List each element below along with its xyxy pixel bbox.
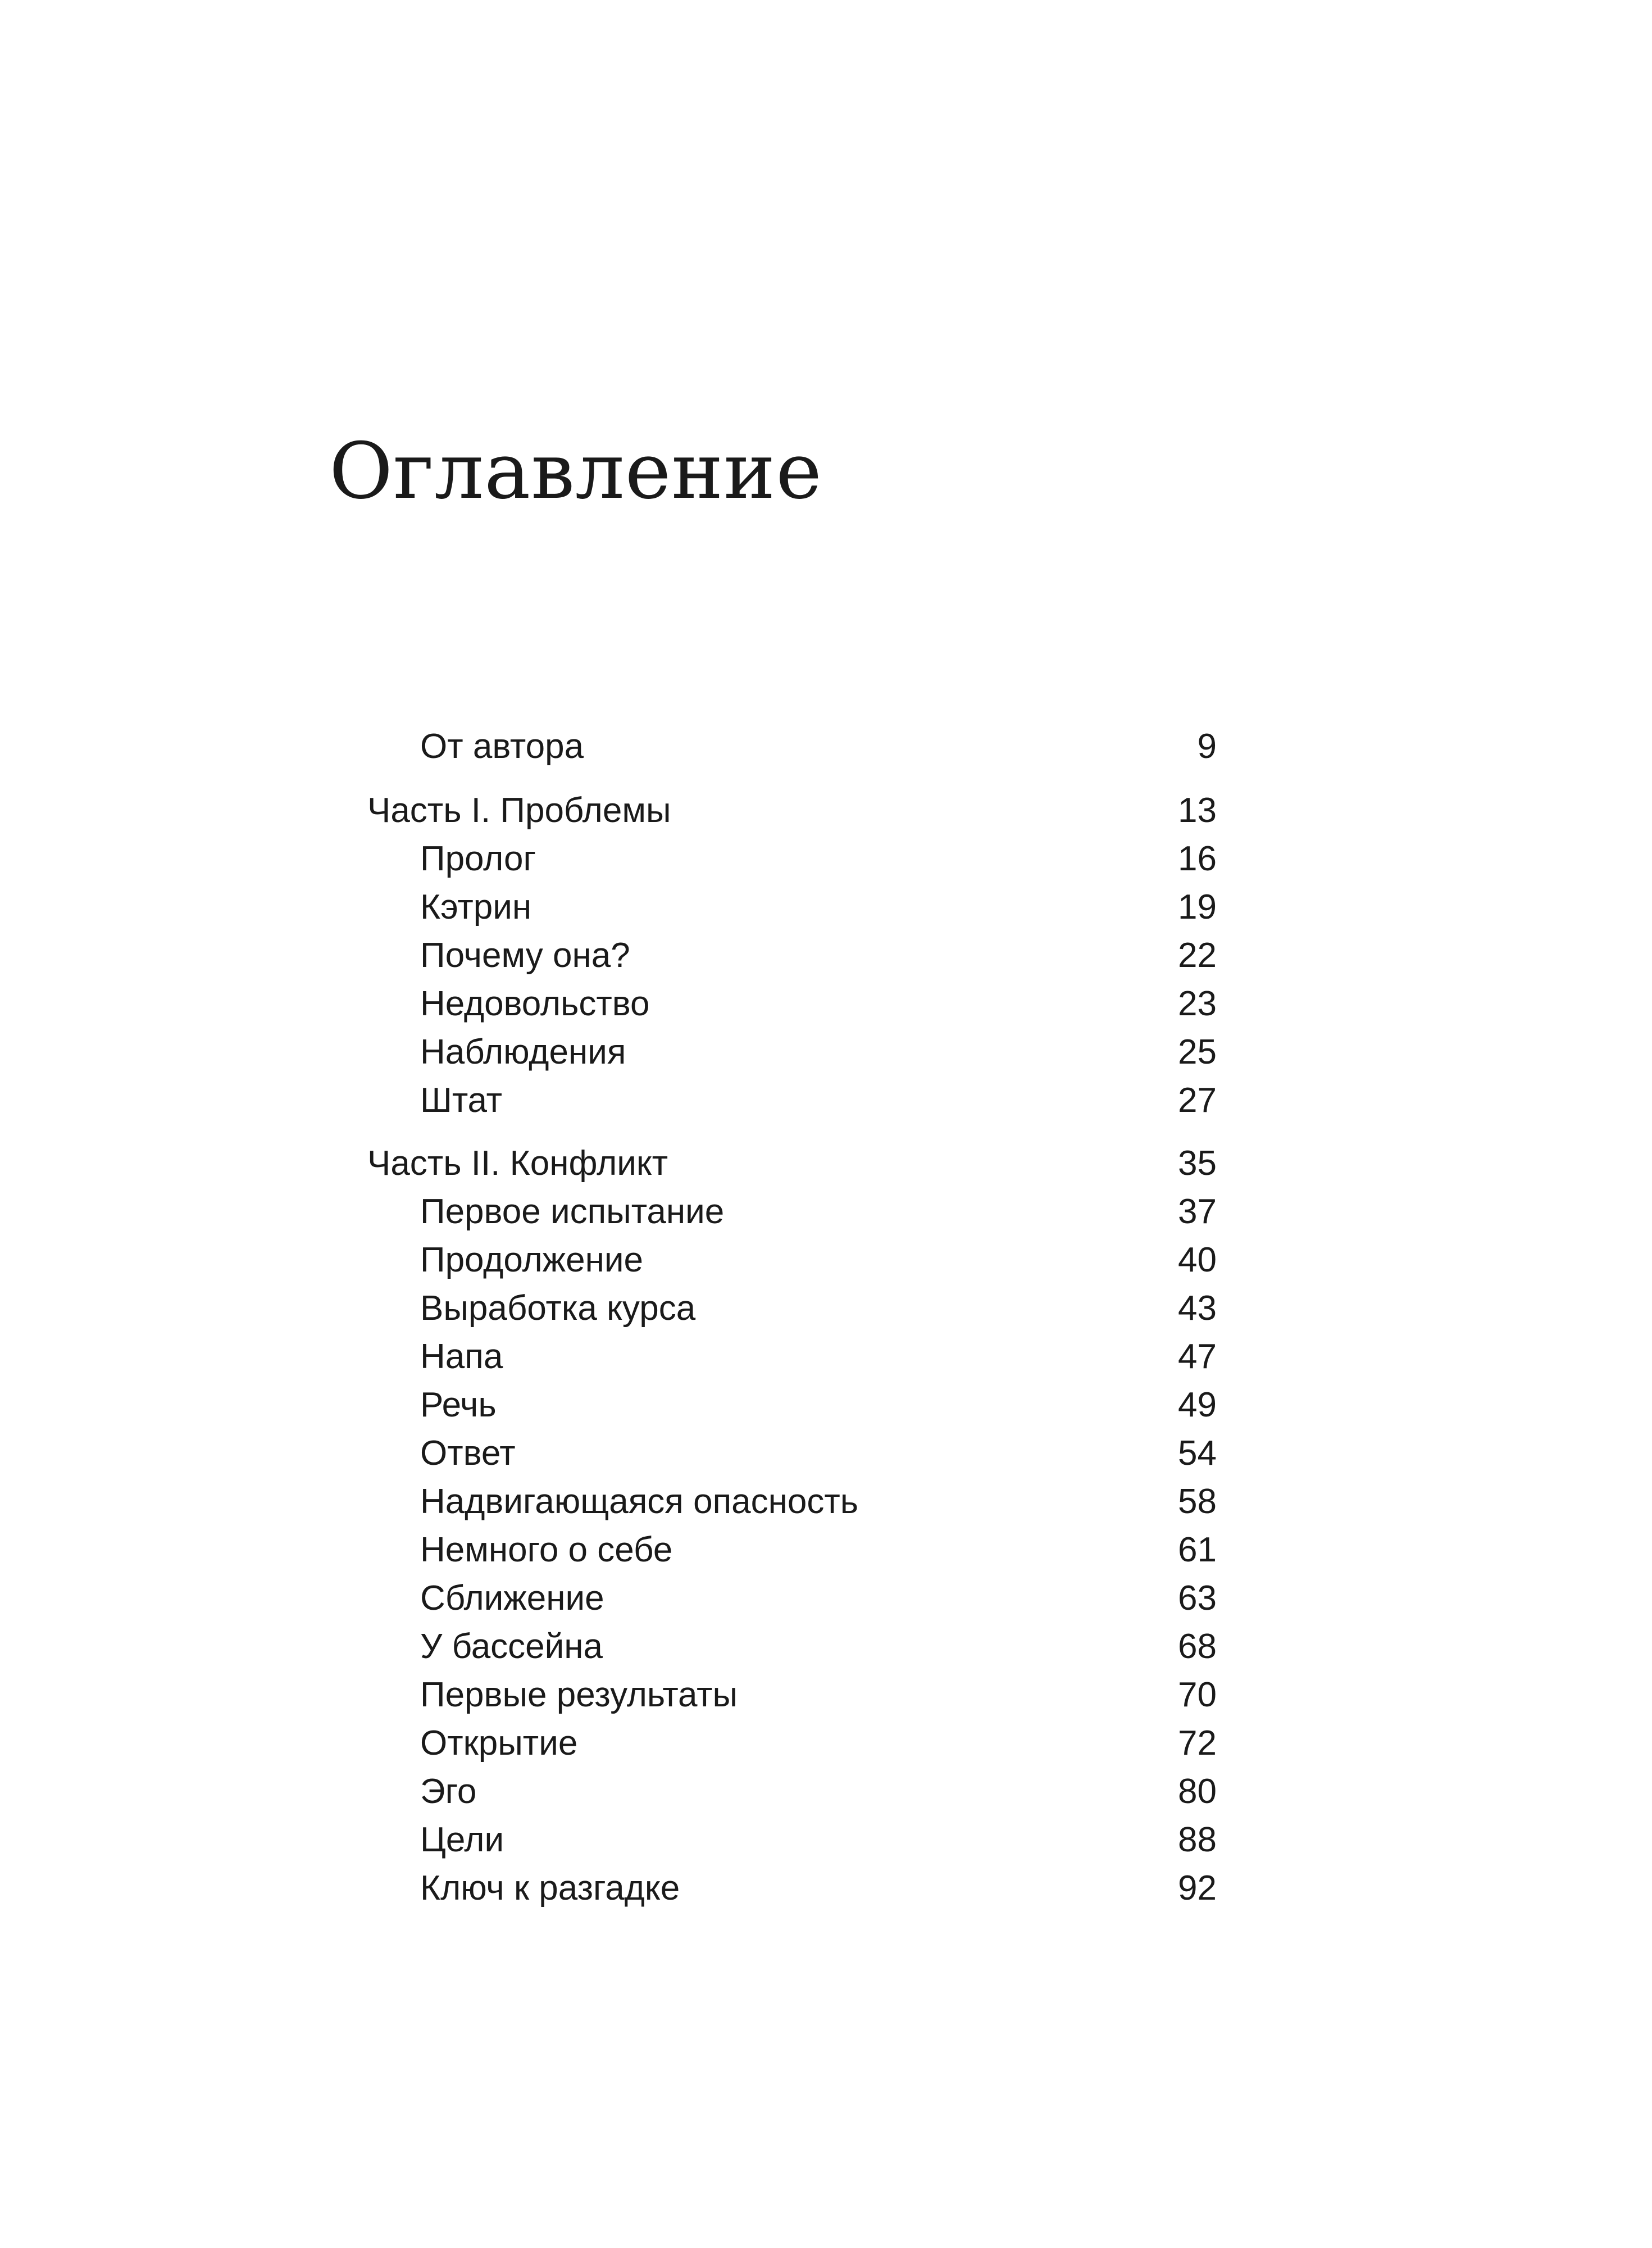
toc-entry-page: 22 <box>1178 936 1217 975</box>
toc-entry-page: 72 <box>1178 1724 1217 1763</box>
toc-entry[interactable] <box>367 1333 1217 1381</box>
toc-entry-page: 47 <box>1178 1337 1217 1376</box>
toc-entry[interactable] <box>367 723 1217 771</box>
toc-entry[interactable] <box>367 1284 1217 1333</box>
toc-entry-title: Наблюдения <box>420 1033 626 1071</box>
toc-entry-title: Немного о себе <box>420 1531 673 1569</box>
toc-entry-page: 88 <box>1178 1820 1217 1859</box>
toc-entry-page: 16 <box>1178 839 1217 878</box>
toc-entry[interactable] <box>367 1671 1217 1719</box>
toc-entry[interactable] <box>367 1864 1217 1913</box>
toc-entry[interactable] <box>367 1816 1217 1864</box>
toc-entry-title: Эго <box>420 1772 477 1811</box>
toc-entry-title: Ответ <box>420 1434 516 1473</box>
toc-part-heading[interactable] <box>367 787 1217 835</box>
toc-entry-title: Часть I. Проблемы <box>367 791 671 830</box>
toc-entry[interactable] <box>367 1381 1217 1429</box>
toc-entry-title: Штат <box>420 1081 503 1120</box>
toc-entry-title: Надвигающаяся опасность <box>420 1482 859 1521</box>
toc-entry-page: 61 <box>1178 1531 1217 1569</box>
toc-entry-title: Ключ к разгадке <box>420 1869 680 1908</box>
toc-entry[interactable] <box>367 835 1217 883</box>
toc-entry-page: 13 <box>1178 791 1217 830</box>
toc-part-heading[interactable] <box>367 1139 1217 1188</box>
toc-entry-page: 49 <box>1178 1386 1217 1424</box>
toc-entry-title: Кэтрин <box>420 888 532 927</box>
toc-entry-page: 25 <box>1178 1033 1217 1071</box>
toc-entry-page: 19 <box>1178 888 1217 927</box>
toc-entry-title: Первые результаты <box>420 1675 738 1714</box>
toc-entry-title: Пролог <box>420 839 536 878</box>
toc-entry-title: Цели <box>420 1820 504 1859</box>
toc-entry[interactable] <box>367 932 1217 980</box>
toc-entry-page: 43 <box>1178 1289 1217 1328</box>
toc-entry-page: 9 <box>1197 727 1217 766</box>
toc-entry[interactable] <box>367 1429 1217 1478</box>
toc-entry-title: Часть II. Конфликт <box>367 1144 668 1183</box>
toc-entry-page: 92 <box>1178 1869 1217 1908</box>
toc-entry[interactable] <box>367 1526 1217 1574</box>
toc-entry-title: Открытие <box>420 1724 578 1763</box>
toc-entry[interactable] <box>367 1236 1217 1284</box>
toc-entry-title: Речь <box>420 1386 497 1424</box>
toc-entry-page: 40 <box>1178 1241 1217 1279</box>
toc-entry[interactable] <box>367 1188 1217 1236</box>
toc-entry[interactable] <box>367 1077 1217 1125</box>
toc-entry-title: Продолжение <box>420 1241 643 1279</box>
toc-entry-title: У бассейна <box>420 1627 603 1666</box>
toc-entry-title: Первое испытание <box>420 1192 725 1231</box>
toc-entry-title: От автора <box>420 727 584 766</box>
toc-entry-title: Выработка курса <box>420 1289 696 1328</box>
toc-entry[interactable] <box>367 1768 1217 1816</box>
toc-entry-page: 70 <box>1178 1675 1217 1714</box>
toc-entry-page: 54 <box>1178 1434 1217 1473</box>
toc-entry-title: Сближение <box>420 1579 604 1618</box>
toc-entry-page: 58 <box>1178 1482 1217 1521</box>
toc-entry[interactable] <box>367 1478 1217 1526</box>
toc-entry-page: 27 <box>1178 1081 1217 1120</box>
toc-entry-page: 23 <box>1178 984 1217 1023</box>
toc-entry[interactable] <box>367 980 1217 1028</box>
toc-entry-page: 68 <box>1178 1627 1217 1666</box>
toc-entry[interactable] <box>367 1574 1217 1623</box>
toc-entry-page: 37 <box>1178 1192 1217 1231</box>
page-title: Оглавление <box>329 426 823 516</box>
toc-entry[interactable] <box>367 1028 1217 1077</box>
toc-entry-page: 63 <box>1178 1579 1217 1618</box>
toc-entry[interactable] <box>367 1719 1217 1768</box>
toc-entry-title: Недовольство <box>420 984 650 1023</box>
toc-entry-page: 80 <box>1178 1772 1217 1811</box>
toc-entry[interactable] <box>367 883 1217 932</box>
toc-entry-title: Почему она? <box>420 936 630 975</box>
toc-entry-title: Напа <box>420 1337 503 1376</box>
toc-entry[interactable] <box>367 1623 1217 1671</box>
toc-entry-page: 35 <box>1178 1144 1217 1183</box>
